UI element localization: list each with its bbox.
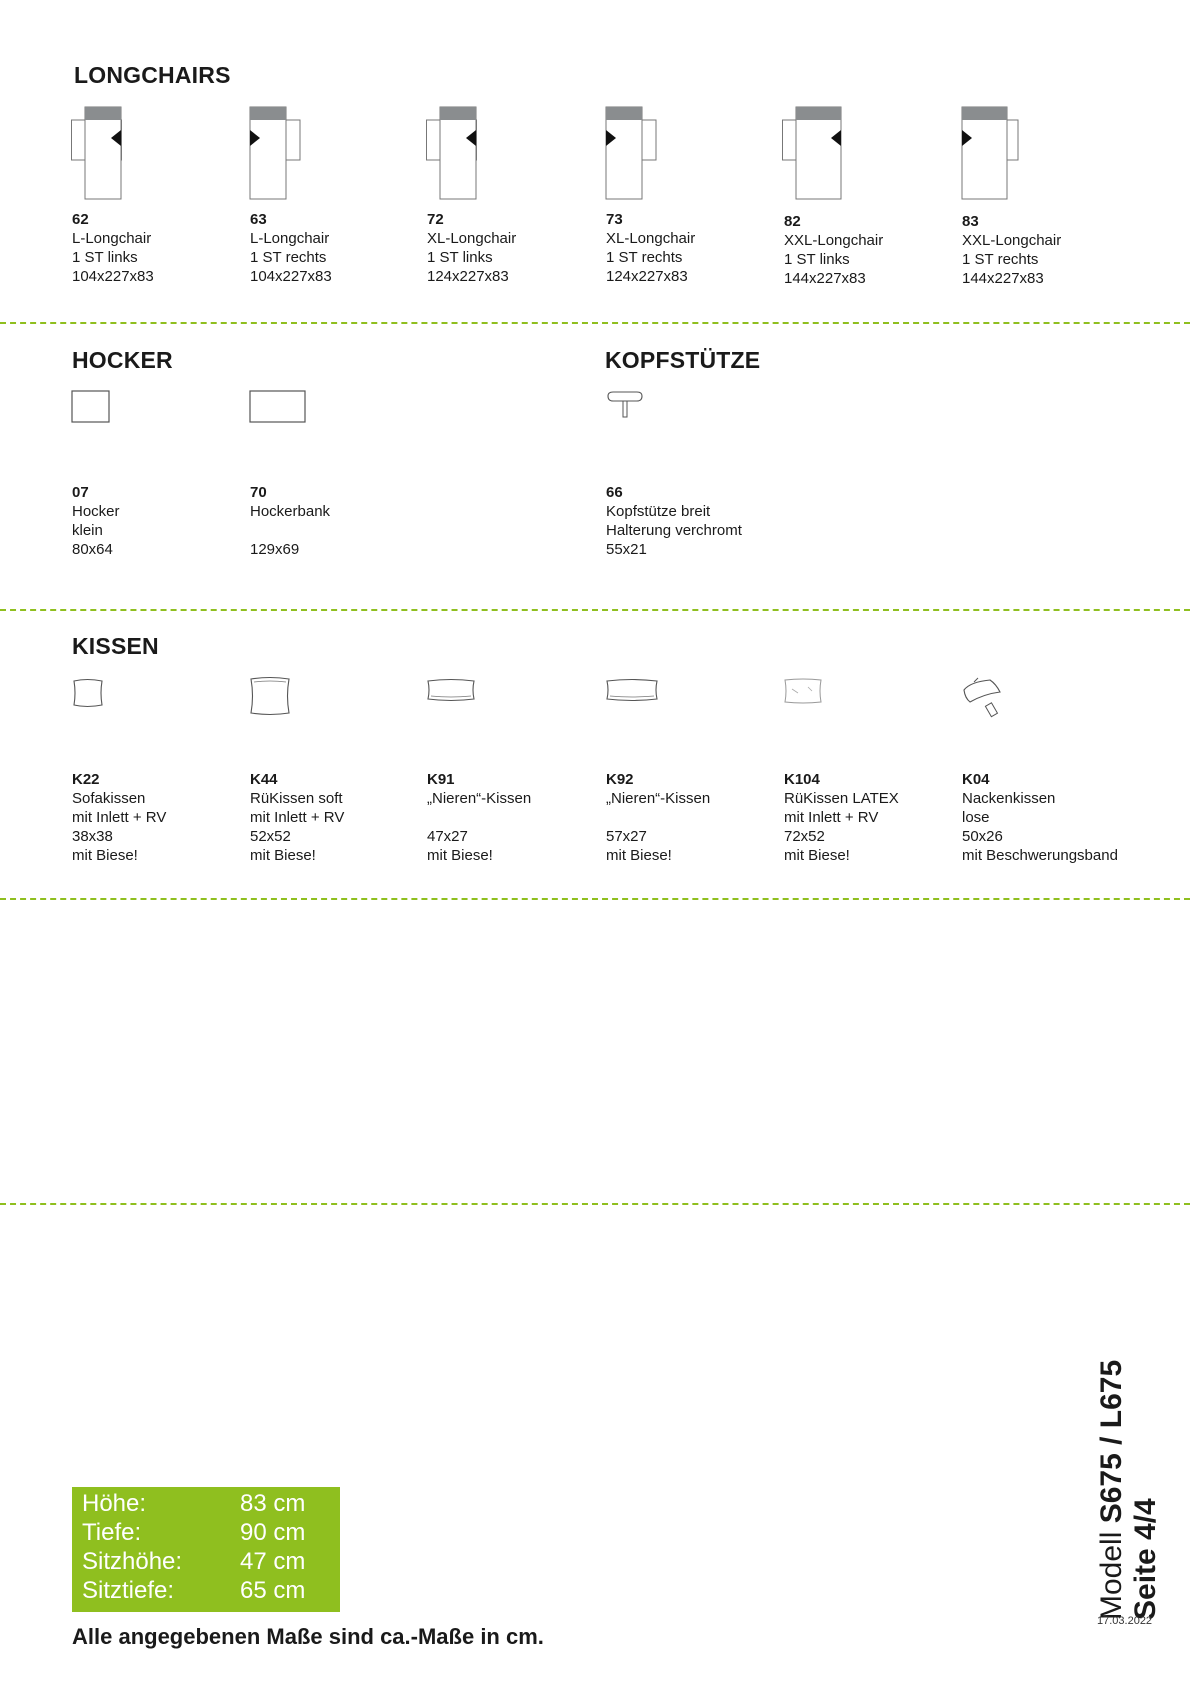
section-title-kissen: KISSEN <box>72 633 159 659</box>
item-line: 72x52 <box>784 828 825 845</box>
item-line: 104x227x83 <box>250 268 332 285</box>
item-code: 63 <box>250 211 267 228</box>
section-divider <box>0 322 1190 324</box>
cushion-square-icon <box>71 678 105 708</box>
spec-value: 65 cm <box>240 1577 306 1604</box>
item-line: 104x227x83 <box>72 268 154 285</box>
latex-cushion-icon <box>782 677 824 705</box>
kidney-cushion-icon <box>605 678 659 702</box>
item-line: 1 ST links <box>72 249 138 266</box>
footer-note: Alle angegebenen Maße sind ca.-Maße in cm. <box>72 1624 544 1649</box>
item-line: Kopfstütze breit <box>606 503 711 520</box>
hockerbank-icon <box>249 390 307 424</box>
spec-row <box>82 1548 332 1577</box>
item-line: 144x227x83 <box>962 270 1044 287</box>
cushion-item <box>427 770 597 865</box>
longchair-left-icon <box>426 106 486 201</box>
cushion-item <box>784 770 954 865</box>
item-code: 62 <box>72 211 89 228</box>
spec-label: Sitztiefe: <box>82 1577 175 1604</box>
section-title-longchairs: LONGCHAIRS <box>74 62 231 88</box>
longchair-right-icon <box>960 106 1022 201</box>
item-line: XXL-Longchair <box>962 232 1062 249</box>
dimensions-box <box>72 1487 340 1612</box>
longchair-item <box>72 210 242 286</box>
print-date: 17.03.2022 <box>1097 1615 1153 1627</box>
item-line: 129x69 <box>250 541 300 558</box>
spec-value: 90 cm <box>240 1519 306 1546</box>
longchair-left-icon <box>782 106 844 201</box>
headrest-item <box>606 483 776 559</box>
section-divider <box>0 898 1190 900</box>
item-line: 124x227x83 <box>606 268 688 285</box>
item-line: XL-Longchair <box>606 230 696 247</box>
item-line: „Nieren“-Kissen <box>606 790 711 807</box>
longchair-item <box>606 210 776 286</box>
item-code: 70 <box>250 484 267 501</box>
model-code: S675 / L675 <box>1095 1359 1128 1524</box>
item-line: 1 ST rechts <box>250 249 327 266</box>
item-line: 1 ST links <box>784 251 850 268</box>
longchair-right-icon <box>248 106 308 201</box>
item-line: 52x52 <box>250 828 291 845</box>
spec-label: Tiefe: <box>82 1519 142 1546</box>
item-line: Hockerbank <box>250 503 331 520</box>
item-code: 72 <box>427 211 444 228</box>
item-line: mit Biese! <box>427 847 493 864</box>
item-line: mit Inlett + RV <box>72 809 167 826</box>
spec-label: Höhe: <box>82 1490 147 1517</box>
cushion-item <box>606 770 776 865</box>
item-line: mit Biese! <box>784 847 850 864</box>
spec-row <box>82 1490 332 1519</box>
item-line: Hocker <box>72 503 120 520</box>
item-line: 1 ST rechts <box>962 251 1039 268</box>
spec-value: 47 cm <box>240 1548 306 1575</box>
kidney-cushion-icon <box>426 678 476 702</box>
item-line: Sofakissen <box>72 790 146 807</box>
item-line: 1 ST links <box>427 249 493 266</box>
item-line: 57x27 <box>606 828 647 845</box>
spec-row <box>82 1577 332 1606</box>
item-code: 82 <box>784 213 801 230</box>
cushion-back-icon <box>248 676 292 716</box>
item-code: K04 <box>962 771 990 788</box>
item-line: mit Biese! <box>250 847 316 864</box>
hocker-small-icon <box>71 390 111 424</box>
item-line: L-Longchair <box>72 230 152 247</box>
item-line: RüKissen LATEX <box>784 790 899 807</box>
longchair-left-icon <box>71 106 131 201</box>
page-number: Seite 4/4 <box>1129 1498 1162 1620</box>
item-line: mit Inlett + RV <box>784 809 879 826</box>
item-code: 66 <box>606 484 623 501</box>
neck-cushion-icon <box>960 676 1006 720</box>
longchair-item <box>784 212 954 288</box>
section-divider <box>0 1203 1190 1205</box>
item-line: Halterung verchromt <box>606 522 742 539</box>
model-info <box>1095 1360 1163 1620</box>
item-code: K104 <box>784 771 820 788</box>
item-line: XXL-Longchair <box>784 232 884 249</box>
cushion-item <box>72 770 242 865</box>
model-title <box>1095 1360 1129 1620</box>
item-line: mit Biese! <box>72 847 138 864</box>
item-code: K91 <box>427 771 455 788</box>
item-code: K22 <box>72 771 100 788</box>
longchair-item <box>250 210 420 286</box>
item-line: „Nieren“-Kissen <box>427 790 532 807</box>
longchair-item <box>427 210 597 286</box>
item-code: K44 <box>250 771 278 788</box>
item-line: 50x26 <box>962 828 1003 845</box>
longchair-right-icon <box>604 106 664 201</box>
item-line: klein <box>72 522 103 539</box>
item-line <box>606 808 776 827</box>
item-line: 1 ST rechts <box>606 249 683 266</box>
item-line: mit Inlett + RV <box>250 809 345 826</box>
item-code: 83 <box>962 213 979 230</box>
spec-value: 83 cm <box>240 1490 306 1517</box>
section-divider <box>0 609 1190 611</box>
hocker-item <box>250 483 420 559</box>
item-line <box>250 521 420 540</box>
longchair-item <box>962 212 1132 288</box>
item-line: 124x227x83 <box>427 268 509 285</box>
item-line: L-Longchair <box>250 230 330 247</box>
item-line <box>427 808 597 827</box>
spec-row <box>82 1519 332 1548</box>
item-line: 80x64 <box>72 541 113 558</box>
section-title-hocker: HOCKER <box>72 347 173 373</box>
hocker-item <box>72 483 242 559</box>
item-line: 47x27 <box>427 828 468 845</box>
item-line: 38x38 <box>72 828 113 845</box>
item-line: mit Beschwerungsband <box>962 847 1118 864</box>
headrest-icon <box>605 390 645 420</box>
item-code: 73 <box>606 211 623 228</box>
item-line: XL-Longchair <box>427 230 517 247</box>
item-line: lose <box>962 809 990 826</box>
cushion-item <box>250 770 420 865</box>
cushion-item <box>962 770 1162 865</box>
spec-label: Sitzhöhe: <box>82 1548 183 1575</box>
item-line: 144x227x83 <box>784 270 866 287</box>
item-line: mit Biese! <box>606 847 672 864</box>
model-prefix: Modell <box>1095 1531 1128 1620</box>
item-line: Nackenkissen <box>962 790 1056 807</box>
item-code: K92 <box>606 771 634 788</box>
item-line: RüKissen soft <box>250 790 343 807</box>
item-code: 07 <box>72 484 89 501</box>
item-line: 55x21 <box>606 541 647 558</box>
section-title-kopfstuetze: KOPFSTÜTZE <box>605 347 761 373</box>
